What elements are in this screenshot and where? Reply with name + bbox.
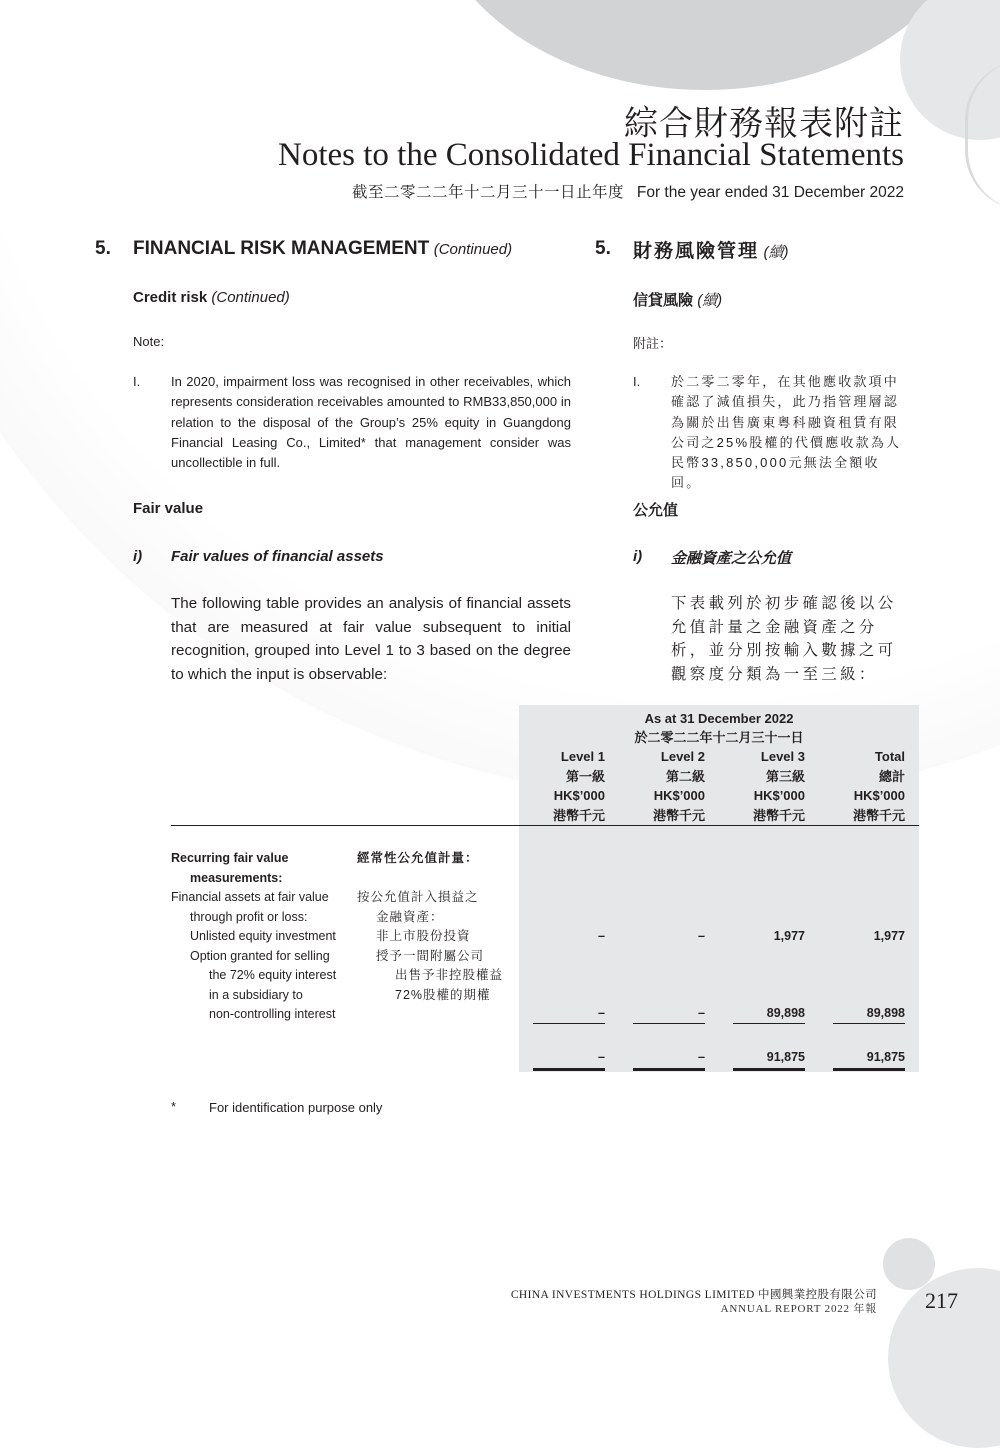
row-label-recurring: Recurring fair value: [171, 851, 289, 865]
row-label-measurements: measurements:: [190, 870, 283, 885]
row-label-fvtpl: Financial assets at fair value: [171, 890, 329, 904]
column-unit-cn: 港幣千元: [552, 807, 605, 823]
total-double-rule: [833, 1068, 905, 1071]
cell-unlisted-level1: –: [598, 929, 605, 943]
cell-option-level2: –: [698, 1006, 705, 1020]
cell-unlisted-level2: –: [698, 929, 705, 943]
column-header-level1: [525, 747, 605, 825]
note-number-en: I.: [133, 374, 141, 389]
credit-risk-continued-cn: (續): [697, 292, 723, 309]
credit-risk-title-cn: 信貸風險: [633, 292, 694, 309]
column-label-en: Level 2: [660, 749, 705, 764]
note-text-cn: 於二零二零年，在其他應收款項中確認了減值損失，此乃指管理層認為關於出售廣東粵科融資租賃有限公司之25%股權的代價應收款為人民幣33,850,000元無法全額收回。: [671, 374, 902, 491]
subtitle-cn: 截至二零二二年十二月三十一日止年度: [351, 184, 624, 201]
credit-risk-continued-en: (Continued): [211, 289, 290, 306]
subtotal-rule: [733, 1023, 805, 1024]
subtitle-en: For the year ended 31 December 2022: [636, 184, 904, 201]
note-label-cn: 附註：: [633, 336, 673, 351]
row-label-option-cn: 授予一間附屬公司: [376, 948, 485, 963]
page-number: 217: [925, 1288, 958, 1313]
cell-total-level2: –: [698, 1050, 705, 1064]
fair-value-subnumber-cn: i): [633, 548, 643, 565]
page-title-cn: 綜合財務報表附註: [624, 104, 904, 144]
fair-value-subnumber-en: i): [133, 548, 143, 565]
total-double-rule: [733, 1068, 805, 1071]
credit-risk-title-en: Credit risk: [133, 289, 208, 306]
section-heading-en: [133, 238, 512, 260]
column-unit-en: HK$’000: [853, 788, 905, 803]
subtotal-rule: [633, 1023, 705, 1024]
row-label-option-cont2: in a subsidiary to: [209, 987, 303, 1002]
row-label-recurring-cn: 經常性公允值計量：: [357, 851, 479, 865]
column-header-total: [825, 747, 905, 825]
footer-report: ANNUAL REPORT 2022 年報: [720, 1303, 877, 1315]
cell-option-level1: –: [598, 1006, 605, 1020]
table-header-rule: [171, 825, 919, 826]
credit-risk-heading-cn: [633, 289, 722, 310]
fair-value-intro-en: The following table provides an analysis of financial assets that are measured at fair value subsequent to initial recognition, grouped into Level 1 to 3 based on the degree to which the input is observable:: [171, 595, 571, 683]
column-label-en: Level 3: [760, 749, 805, 764]
fair-value-title-cn: 公允值: [633, 502, 679, 519]
cell-option-level3: 89,898: [766, 1006, 805, 1020]
cell-option-total: 89,898: [866, 1006, 905, 1020]
cell-total-total: 91,875: [866, 1050, 905, 1064]
total-double-rule: [633, 1068, 705, 1071]
section-heading-cn: [633, 236, 788, 263]
section-title-en: FINANCIAL RISK MANAGEMENT: [133, 238, 430, 259]
cell-unlisted-level3: 1,977: [773, 929, 805, 943]
row-label-unlisted: Unlisted equity investment: [190, 929, 336, 943]
column-label-cn: 第一級: [565, 768, 605, 784]
table-date-en: As at 31 December 2022: [644, 711, 794, 726]
fair-value-subtitle-cn: 金融資產之公允值: [671, 550, 792, 567]
cell-total-level3: 91,875: [766, 1050, 805, 1064]
column-header-level3: [725, 747, 805, 825]
note-label-en: Note:: [133, 334, 165, 349]
fair-value-title-en: Fair value: [133, 500, 204, 517]
footnote-text: For identification purpose only: [209, 1100, 383, 1115]
section-continued-en: (Continued): [433, 241, 513, 258]
page-subtitle: [352, 180, 904, 202]
note-text-en: In 2020, impairment loss was recognised in other receivables, which represents consideration receivables amounted to RMB33,850,000 in relation to the disposal of the Group’s 25% equity in Guangdong Financial Leasing Co., Limited* that management consider was uncollectible in full.: [171, 374, 571, 471]
section-number-en: 5.: [95, 238, 111, 259]
column-unit-en: HK$’000: [653, 788, 705, 803]
cell-total-level1: –: [598, 1050, 605, 1064]
column-label-cn: 第二級: [665, 768, 705, 784]
column-unit-en: HK$’000: [753, 788, 805, 803]
section-number-cn: 5.: [595, 238, 611, 259]
page-title-en: Notes to the Consolidated Financial Statements: [278, 137, 904, 173]
fair-value-subtitle-en: Fair values of financial assets: [171, 548, 384, 565]
column-unit-cn: 港幣千元: [652, 807, 705, 823]
row-label-option-cont1: the 72% equity interest: [209, 968, 337, 982]
section-continued-cn: (續): [763, 244, 789, 261]
subtotal-rule: [833, 1023, 905, 1024]
row-label-option-cont2-cn: 72%股權的期權: [395, 987, 491, 1002]
column-label-cn: 總計: [878, 768, 905, 784]
total-double-rule: [533, 1068, 605, 1071]
credit-risk-heading-en: [133, 289, 290, 306]
row-label-option-cont3: non-controlling interest: [209, 1007, 336, 1021]
cell-unlisted-total: 1,977: [873, 929, 905, 943]
row-label-option-cont1-cn: 出售予非控股權益: [395, 968, 504, 982]
column-label-en: Level 1: [560, 749, 605, 764]
subtotal-rule: [533, 1023, 605, 1024]
column-header-level2: [625, 747, 705, 825]
column-label-cn: 第三級: [765, 768, 805, 784]
column-unit-cn: 港幣千元: [752, 807, 805, 823]
section-title-cn: 財務風險管理: [633, 241, 760, 262]
row-label-fvtpl-cn: 按公允值計入損益之: [357, 890, 479, 904]
column-unit-en: HK$’000: [553, 788, 605, 803]
row-label-unlisted-cn: 非上市股份投資: [376, 929, 471, 943]
note-number-cn: I.: [633, 374, 641, 389]
row-label-fvtpl-cont-cn: 金融資產：: [376, 909, 444, 924]
table-date-cn: 於二零二二年十二月三十一日: [634, 730, 804, 745]
footnote-mark: *: [171, 1099, 177, 1114]
row-label-fvtpl-cont: through profit or loss:: [190, 909, 308, 924]
footer-company: CHINA INVESTMENTS HOLDINGS LIMITED 中國興業控股有限公司: [510, 1289, 877, 1301]
column-unit-cn: 港幣千元: [852, 807, 905, 823]
column-label-en: Total: [874, 749, 905, 764]
row-label-option: Option granted for selling: [190, 948, 330, 963]
fair-value-intro-cn: 下表載列於初步確認後以公允值計量之金融資產之分析，並分別按輸入數據之可觀察度分類為一至三級：: [671, 595, 897, 683]
